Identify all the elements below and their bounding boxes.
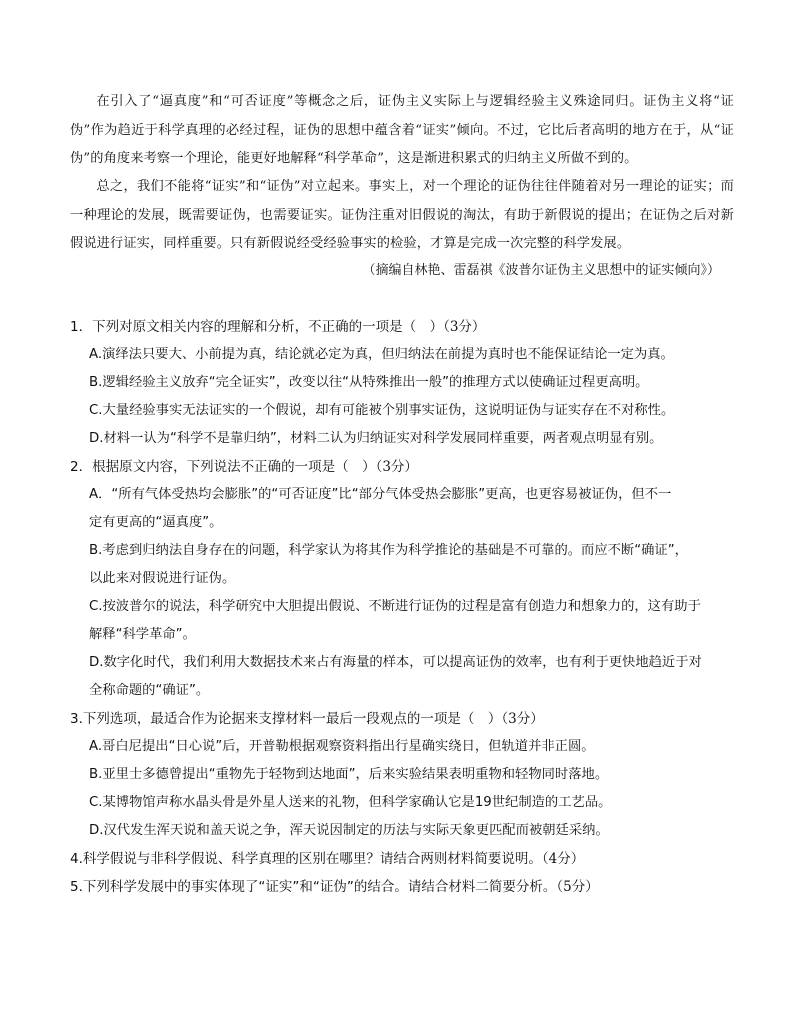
question-2-option-c-line-2: 解释“科学革命”。 [89, 627, 196, 642]
question-5-stem: 5.下列科学发展中的事实体现了“证实”和“证伪”的结合。请结合材料二简要分析。 [70, 879, 557, 895]
passage-paragraph-2: 总之，我们不能将“证实”和“证伪”对立起来。事实上，对一个理论的证伪往往伴随着对另一理论的证实；而一种理论的发展，既需要证伪，也需要证实。证伪注重对旧假说的淘汰，有助于新假说的提出；在证伪之后对新假说进行证实，同样重要。只有新假说经受经验事实的检验，才算是完成一次完整的科学发展。 [70, 179, 734, 251]
question-4-score: （4分） [541, 851, 585, 867]
question-3-stem: 3.下列选项，最适合作为论据来支撑材料一最后一段观点的一项是（ ） [70, 711, 502, 727]
question-2-option-a-line-2: 定有更高的“逼真度”。 [89, 515, 223, 530]
question-2-option-c-line-1: C.按波普尔的说法，科学研究中大胆提出假说、不断进行证伪的过程是富有创造力和想象力的，这有助于 [89, 599, 701, 614]
question-4 [70, 845, 734, 874]
question-5 [70, 873, 734, 902]
question-1-option-d: D.材料一认为“科学不是靠归纳”，材料二认为归纳证实对科学发展同样重要，两者观点明显有别。 [89, 431, 663, 446]
question-1-stem: 1．下列对原文相关内容的理解和分析，不正确的一项是（ ） [70, 319, 444, 335]
question-2-option-b-line-2: 以此来对假说进行证伪。 [89, 571, 236, 586]
question-2-option-b-line-1: B.考虑到归纳法自身存在的问题，科学家认为将其作为科学推论的基础是不可靠的。而应不断“确证”， [89, 543, 688, 558]
question-2-score: （3分） [375, 459, 418, 475]
passage-source: （摘编自林艳、雷磊祺《波普尔证伪主义思想中的证实倾向》） [362, 263, 720, 278]
question-3-option-c: C.某博物馆声称水晶头骨是外星人送来的礼物，但科学家确认它是19世纪制造的工艺品。 [89, 795, 612, 810]
passage-paragraph-1: 在引入了“逼真度”和“可否证度”等概念之后，证伪主义实际上与逻辑经验主义殊途同归。证伪主义将“证伪”作为趋近于科学真理的必经过程，证伪的思想中蕴含着“证实”倾向。不过，它比后者高明的地方在于，从“证伪”的角度来考察一个理论，能更好地解释“科学革命”，这是渐进积累式的归纳主义所做不到的。 [70, 94, 734, 166]
question-4-stem: 4.科学假说与非科学假说、科学真理的区别在哪里？请结合两则材料简要说明。 [70, 851, 542, 867]
question-2-option-d-line-1: D.数字化时代，我们利用大数据技术来占有海量的样本，可以提高证伪的效率，也有利于更快地趋近于对 [89, 655, 702, 670]
question-2-option-a-line-1: A．“所有气体受热均会膨胀”的“可否证度”比“部分气体受热会膨胀”更高，也更容易被证伪，但不一 [89, 487, 672, 502]
question-1-option-b: B.逻辑经验主义放弃“完全证实”，改变以往“从特殊推出一般”的推理方式以使确证过程更高明。 [89, 375, 649, 390]
question-3-option-a: A.哥白尼提出“日心说”后，开普勒根据观察资料指出行星确实绕日，但轨道并非正圆。 [89, 739, 595, 754]
question-3-option-b: B.亚里士多德曾提出“重物先于轻物到达地面”，后来实验结果表明重物和轻物同时落地。 [89, 767, 609, 782]
question-2-option-d-line-2: 全称命题的“确证”。 [89, 683, 210, 698]
question-3 [70, 705, 734, 734]
question-2-stem: 2．根据原文内容，下列说法不正确的一项是（ ） [70, 459, 376, 475]
question-1-option-a: A.演绎法只要大、小前提为真，结论就必定为真，但归纳法在前提为真时也不能保证结论一定为真。 [89, 347, 674, 362]
question-1-option-c: C.大量经验事实无法证实的一个假说，却有可能被个别事实证伪，这说明证伪与证实存在不对称性。 [89, 403, 675, 418]
question-1-score: （3分） [443, 319, 486, 335]
question-2 [70, 453, 734, 482]
question-3-score: （3分） [501, 711, 544, 727]
question-3-option-d: D.汉代发生浑天说和盖天说之争，浑天说因制定的历法与实际天象更匹配而被朝廷采纳。 [89, 823, 609, 838]
question-5-score: （5分） [556, 879, 599, 895]
question-1 [70, 313, 734, 342]
